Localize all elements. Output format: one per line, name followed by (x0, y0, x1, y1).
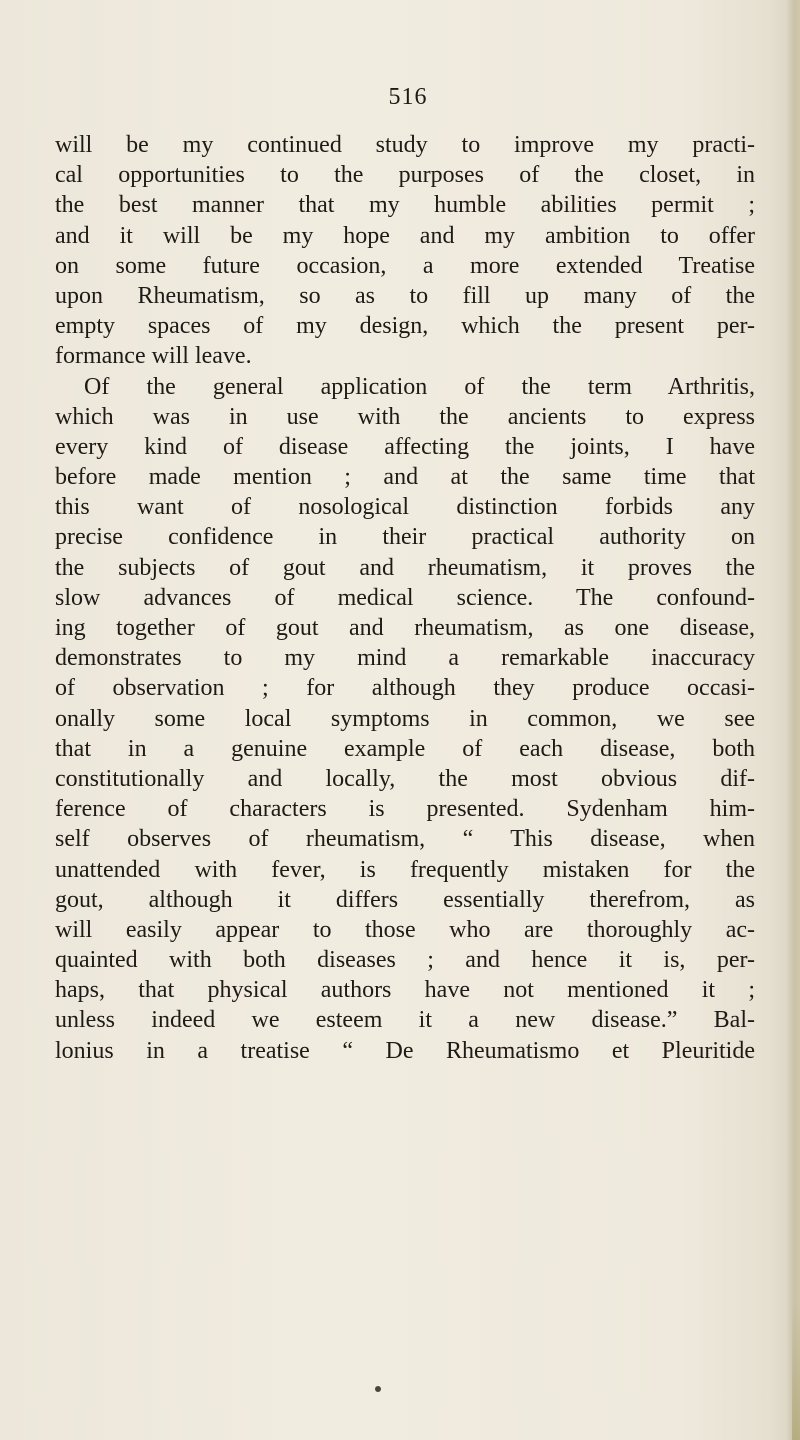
text-line: unattended with fever, is frequently mistaken for the (55, 856, 755, 883)
text-line: that in a genuine example of each disease, both (55, 735, 755, 762)
ink-speck (375, 1386, 381, 1392)
text-line: haps, that physical authors have not mentioned it ; (55, 977, 755, 1004)
text-line: before made mention ; and at the same time that (55, 464, 755, 491)
text-line: constitutionally and locally, the most obvious dif- (55, 765, 755, 792)
text-line: ing together of gout and rheumatism, as one disease, (55, 615, 755, 641)
text-line: demonstrates to my mind a remarkable inaccuracy (55, 645, 755, 672)
text-line: precise confidence in their practical authority on (55, 524, 755, 551)
text-line: every kind of disease affecting the joints, I have (55, 433, 755, 460)
paragraph-start-line: Of the general application of the term Arthritis, (84, 373, 755, 400)
body-text (55, 130, 755, 1066)
text-line: upon Rheumatism, so as to fill up many of the (55, 282, 755, 309)
page-edge-stain (792, 1300, 800, 1440)
text-line: the best manner that my humble abilities permit ; (55, 192, 755, 219)
text-line: and it will be my hope and my ambition to offer (55, 222, 755, 249)
text-line: empty spaces of my design, which the present per- (55, 313, 755, 340)
page-edge-shadow (786, 0, 800, 1440)
text-line: will easily appear to those who are thoroughly ac- (55, 916, 755, 943)
text-line: lonius in a treatise “ De Rheumatismo et Pleuritide (55, 1037, 755, 1064)
text-line: ference of characters is presented. Sydenham him- (55, 796, 755, 823)
text-line: which was in use with the ancients to express (55, 403, 755, 430)
text-line: of observation ; for although they produce occasi- (55, 675, 755, 702)
page-number: 516 (388, 84, 428, 110)
text-line: unless indeed we esteem it a new disease.” Bal- (55, 1007, 755, 1034)
text-line: gout, although it differs essentially therefrom, as (55, 886, 755, 913)
text-line: on some future occasion, a more extended Treatise (55, 252, 755, 279)
text-line: cal opportunities to the purposes of the closet, in (55, 162, 755, 189)
text-line: the subjects of gout and rheumatism, it proves the (55, 554, 755, 581)
text-line: onally some local symptoms in common, we see (55, 705, 755, 732)
text-line: formance will leave. (55, 343, 252, 370)
text-line: quainted with both diseases ; and hence it is, per- (55, 947, 755, 974)
text-line: will be my continued study to improve my practi- (55, 132, 755, 158)
text-line: slow advances of medical science. The confound- (55, 584, 755, 611)
text-line: this want of nosological distinction forbids any (55, 494, 755, 521)
text-line: self observes of rheumatism, “ This disease, when (55, 826, 755, 853)
